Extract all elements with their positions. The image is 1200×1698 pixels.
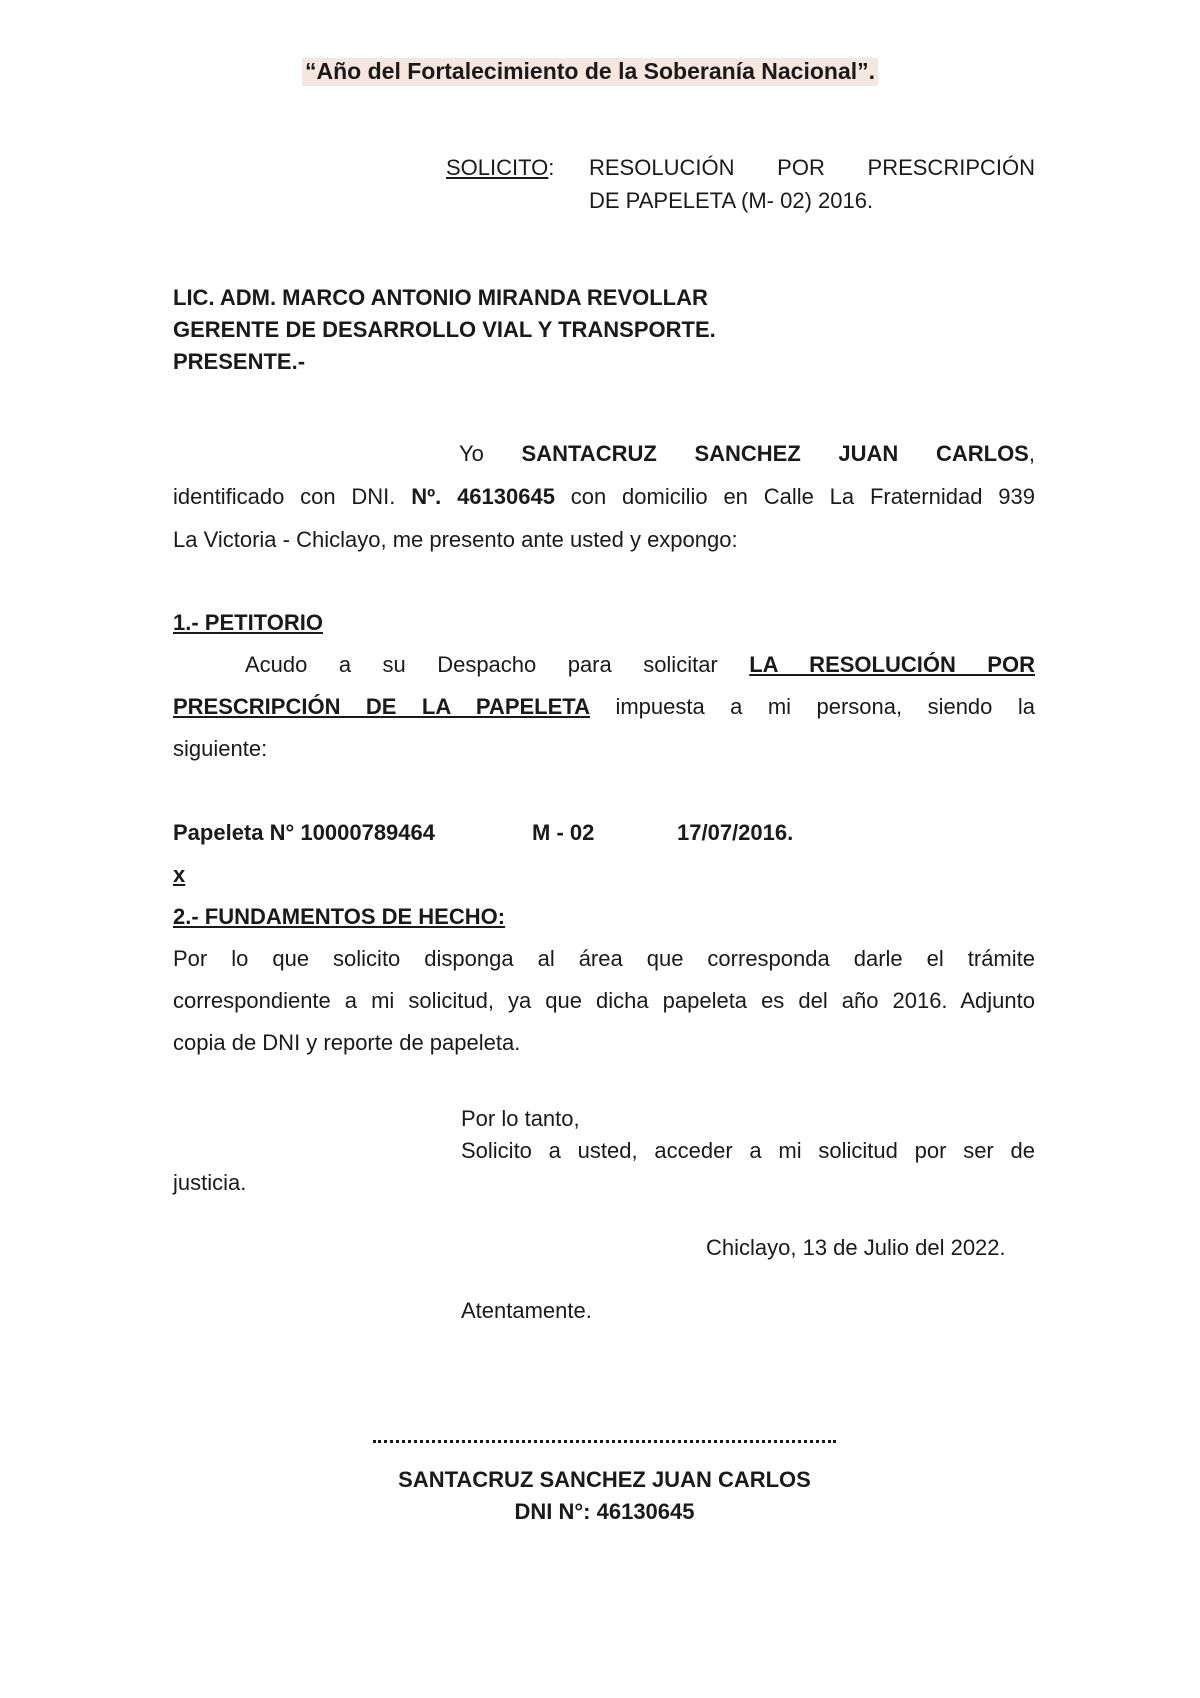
fundamentos-line-1: Por lo que solicito disponga al área que corresponda darle el trámite (173, 946, 1035, 971)
petitorio-line-2 (173, 694, 1035, 720)
papeleta-date: 17/07/2016. (677, 820, 794, 845)
intro-dni-number: 46130645 (457, 484, 555, 509)
intro-comma: , (1028, 441, 1035, 466)
papeleta-label: Papeleta N° 10000789464 (173, 820, 435, 845)
intro-line-1 (459, 441, 1035, 467)
petitorio-heading: 1.- PETITORIO (173, 610, 323, 635)
fundamentos-heading: 2.- FUNDAMENTOS DE HECHO: (173, 904, 506, 929)
papeleta-code: M - 02 (532, 820, 595, 845)
applicant-name: SANTACRUZ SANCHEZ JUAN CARLOS (521, 441, 1029, 466)
intro-domicile: con domicilio en Calle La Fraternidad 939 (570, 484, 1035, 509)
fundamentos-line-2: correspondiente a mi solicitud, ya que dicha papeleta es del año 2016. Adjunto (173, 988, 1035, 1013)
intro-dni-prefix: identificado con DNI. (173, 484, 396, 509)
closing-atentamente: Atentamente. (461, 1298, 592, 1323)
recipient-name: LIC. ADM. MARCO ANTONIO MIRANDA REVOLLAR (173, 285, 708, 310)
petitorio-highlight-1: LA RESOLUCIÓN POR (749, 652, 1035, 677)
recipient-position: GERENTE DE DESARROLLO VIAL Y TRANSPORTE. (173, 317, 716, 342)
petitorio-line-1 (245, 652, 1035, 678)
intro-dni-label: Nº. (411, 484, 442, 509)
intro-line-3: La Victoria - Chiclayo, me presento ante usted y expongo: (173, 527, 738, 552)
papeleta-mark: x (173, 862, 186, 887)
intro-line-2 (173, 484, 1035, 510)
closing-solicito: Solicito a usted, acceder a mi solicitud por ser de (461, 1138, 1035, 1163)
subject-colon: : (548, 155, 555, 180)
intro-yo: Yo (459, 441, 484, 466)
fundamentos-line-3: copia de DNI y reporte de papeleta. (173, 1030, 521, 1055)
closing-por-lo-tanto: Por lo tanto, (461, 1106, 580, 1131)
year-motto: “Año del Fortalecimiento de la Soberanía Nacional”. (302, 58, 878, 86)
signature-name: SANTACRUZ SANCHEZ JUAN CARLOS (398, 1467, 811, 1492)
petitorio-text-end: impuesta a mi persona, siendo la (615, 694, 1035, 719)
signature-dni: DNI N°: 46130645 (514, 1499, 695, 1524)
subject-label-line (446, 155, 554, 181)
petitorio-text-start: Acudo a su Despacho para solicitar (245, 652, 718, 677)
closing-place-date: Chiclayo, 13 de Julio del 2022. (706, 1235, 1006, 1260)
subject-line-1: RESOLUCIÓN POR PRESCRIPCIÓN (589, 155, 1035, 180)
recipient-presente: PRESENTE.- (173, 349, 306, 374)
petitorio-highlight-2: PRESCRIPCIÓN DE LA PAPELETA (173, 694, 590, 719)
signature-line (373, 1440, 836, 1443)
subject-line-2: DE PAPELETA (M- 02) 2016. (589, 188, 874, 213)
petitorio-line-3: siguiente: (173, 736, 268, 761)
subject-label: SOLICITO (446, 155, 549, 180)
closing-justicia: justicia. (173, 1170, 247, 1195)
